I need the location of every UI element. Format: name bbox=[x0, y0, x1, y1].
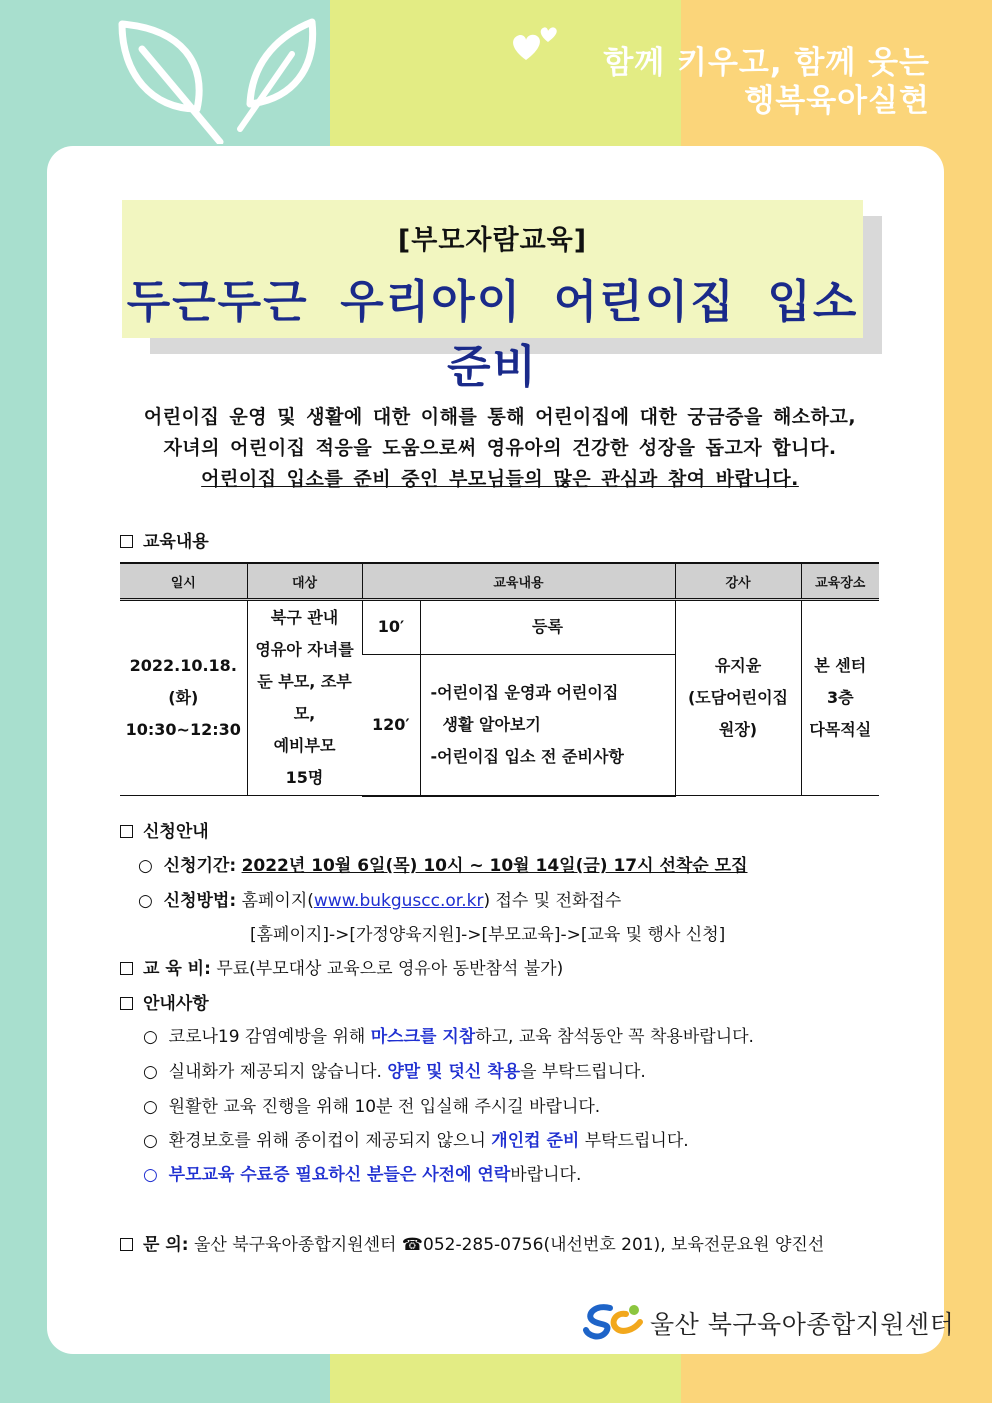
checkbox-square-icon bbox=[120, 997, 133, 1010]
notice-text: 원활한 교육 진행을 위해 10분 전 입실해 주시길 바랍니다. bbox=[168, 1097, 601, 1117]
location-line: 다목적실 bbox=[809, 720, 872, 739]
notice-heading bbox=[120, 989, 209, 1014]
notice-item-1 bbox=[143, 1022, 754, 1047]
fee-value: 무료(부모대상 교육으로 영유아 동반참석 불가) bbox=[216, 959, 564, 979]
intro-line3: 어린이집 입소를 준비 중인 부모님들의 많은 관심과 참여 바랍니다. bbox=[201, 468, 799, 490]
header-content: 교육내용 bbox=[362, 563, 675, 600]
notice-text: 하고, 교육 참석동안 꼭 착용바랍니다. bbox=[475, 1027, 754, 1047]
leaves-icon bbox=[112, 14, 332, 144]
checkbox-square-icon bbox=[120, 962, 133, 975]
checkbox-square-icon bbox=[120, 535, 133, 548]
center-logo-icon bbox=[582, 1300, 646, 1342]
notice-emphasis: 개인컵 준비 bbox=[491, 1131, 580, 1151]
apply-period-label: 신청기간: bbox=[163, 856, 237, 876]
contact bbox=[120, 1230, 824, 1255]
notice-text: 코로나19 감염예방을 위해 bbox=[168, 1027, 371, 1047]
fee-label: 교 육 비: bbox=[143, 959, 211, 979]
cell-location bbox=[801, 600, 879, 796]
apply-method-label: 신청방법: bbox=[163, 891, 237, 911]
notice-item-2 bbox=[143, 1057, 646, 1082]
checkbox-square-icon bbox=[120, 1238, 133, 1251]
circle-bullet-icon: ○ bbox=[143, 1027, 158, 1047]
cell-content-2 bbox=[420, 654, 675, 795]
location-line: 본 센터 bbox=[814, 656, 867, 675]
apply-heading bbox=[120, 817, 209, 842]
circle-bullet-icon: ○ bbox=[138, 856, 153, 876]
date-text: 2022.10.18.(화) bbox=[129, 656, 237, 707]
notice-text: 바랍니다. bbox=[510, 1165, 582, 1185]
header-target: 대상 bbox=[247, 563, 362, 600]
education-heading-label: 교육내용 bbox=[143, 532, 209, 552]
apply-period-value: 2022년 10월 6일(목) 10시 ~ 10월 14일(금) 17시 선착순 모집 bbox=[241, 856, 748, 876]
content-line: -어린이집 입소 전 준비사항 bbox=[430, 746, 624, 766]
notice-heading-label: 안내사항 bbox=[143, 994, 209, 1014]
cell-content-1: 등록 bbox=[420, 600, 675, 655]
header-location: 교육장소 bbox=[801, 563, 879, 600]
cell-instructor bbox=[675, 600, 801, 796]
footer-org-name: 울산 북구육아종합지원센터 bbox=[650, 1310, 955, 1339]
notice-text: 을 부탁드립니다. bbox=[520, 1062, 646, 1082]
slogan-line2: 행복육아실현 bbox=[744, 83, 930, 119]
circle-bullet-icon: ○ bbox=[143, 1062, 158, 1082]
notice-item-3 bbox=[143, 1092, 600, 1117]
fee bbox=[120, 954, 563, 979]
target-line: 둔 부모, 조부모, bbox=[257, 672, 352, 723]
checkbox-square-icon bbox=[120, 825, 133, 838]
subtitle: [부모자람교육] bbox=[397, 225, 588, 256]
notice-text: 환경보호를 위해 종이컵이 제공되지 않으니 bbox=[168, 1131, 492, 1151]
table-row bbox=[120, 600, 879, 655]
header-instructor: 강사 bbox=[675, 563, 801, 600]
hearts-icon bbox=[510, 22, 565, 67]
slogan bbox=[603, 44, 930, 120]
apply-heading-label: 신청안내 bbox=[143, 822, 209, 842]
cell-minutes-1: 10′ bbox=[362, 600, 420, 655]
header-date: 일시 bbox=[120, 563, 247, 600]
main-title: 두근두근 우리아이 어린이집 입소 준비 bbox=[126, 275, 859, 393]
intro-line2: 자녀의 어린이집 적응을 도움으로써 영유아의 건강한 성장을 돕고자 합니다. bbox=[163, 437, 837, 459]
content-line: 생활 알아보기 bbox=[442, 714, 541, 734]
slogan-line1: 함께 키우고, 함께 웃는 bbox=[603, 45, 930, 81]
location-line: 3층 bbox=[826, 688, 854, 707]
apply-method-pre: 홈페이지( bbox=[241, 891, 314, 911]
contact-label: 문 의: bbox=[143, 1235, 189, 1255]
circle-bullet-icon: ○ bbox=[138, 891, 153, 911]
notice-emphasis: 양말 및 덧신 착용 bbox=[387, 1062, 521, 1082]
apply-period bbox=[138, 851, 748, 876]
apply-path: [홈페이지]->[가정양육지원]->[부모교육]->[교육 및 행사 신청] bbox=[250, 925, 726, 945]
notice-emphasis: 마스크를 지참 bbox=[370, 1027, 476, 1047]
notice-item-4 bbox=[143, 1126, 689, 1151]
instructor-line: 유지윤 bbox=[714, 656, 762, 675]
education-heading bbox=[120, 527, 209, 552]
table-header-row bbox=[120, 563, 879, 600]
circle-bullet-icon: ○ bbox=[143, 1165, 158, 1185]
contact-value: 울산 북구육아종합지원센터 ☎052-285-0756(내선번호 201), 보육전문요원 양진선 bbox=[193, 1235, 825, 1255]
cell-minutes-2: 120′ bbox=[362, 654, 420, 795]
instructor-line: 원장) bbox=[718, 720, 758, 739]
notice-text: 실내화가 제공되지 않습니다. bbox=[168, 1062, 388, 1082]
cell-date bbox=[120, 600, 247, 796]
target-line: 영유아 자녀를 bbox=[255, 640, 354, 659]
apply-method bbox=[138, 886, 621, 911]
intro-paragraph bbox=[100, 402, 900, 495]
target-line: 북구 관내 bbox=[270, 608, 339, 627]
intro-line1: 어린이집 운영 및 생활에 대한 이해를 통해 어린이집에 대한 궁금증을 해소하고, bbox=[143, 406, 857, 428]
content-line: -어린이집 운영과 어린이집 bbox=[430, 682, 619, 702]
notice-item-5 bbox=[143, 1160, 581, 1185]
target-line: 15명 bbox=[285, 768, 324, 787]
apply-method-post: ) 접수 및 전화접수 bbox=[483, 891, 622, 911]
notice-emphasis: 부모교육 수료증 필요하신 분들은 사전에 연락 bbox=[168, 1165, 511, 1185]
homepage-link[interactable]: www.bukguscc.or.kr bbox=[313, 891, 484, 911]
title-box bbox=[122, 200, 863, 393]
circle-bullet-icon: ○ bbox=[143, 1131, 158, 1151]
education-table bbox=[120, 562, 879, 797]
instructor-line: (도담어린이집 bbox=[687, 688, 789, 707]
cell-target bbox=[247, 600, 362, 796]
time-text: 10:30~12:30 bbox=[125, 720, 241, 739]
notice-text: 부탁드립니다. bbox=[579, 1131, 689, 1151]
target-line: 예비부모 bbox=[273, 736, 336, 755]
circle-bullet-icon: ○ bbox=[143, 1097, 158, 1117]
